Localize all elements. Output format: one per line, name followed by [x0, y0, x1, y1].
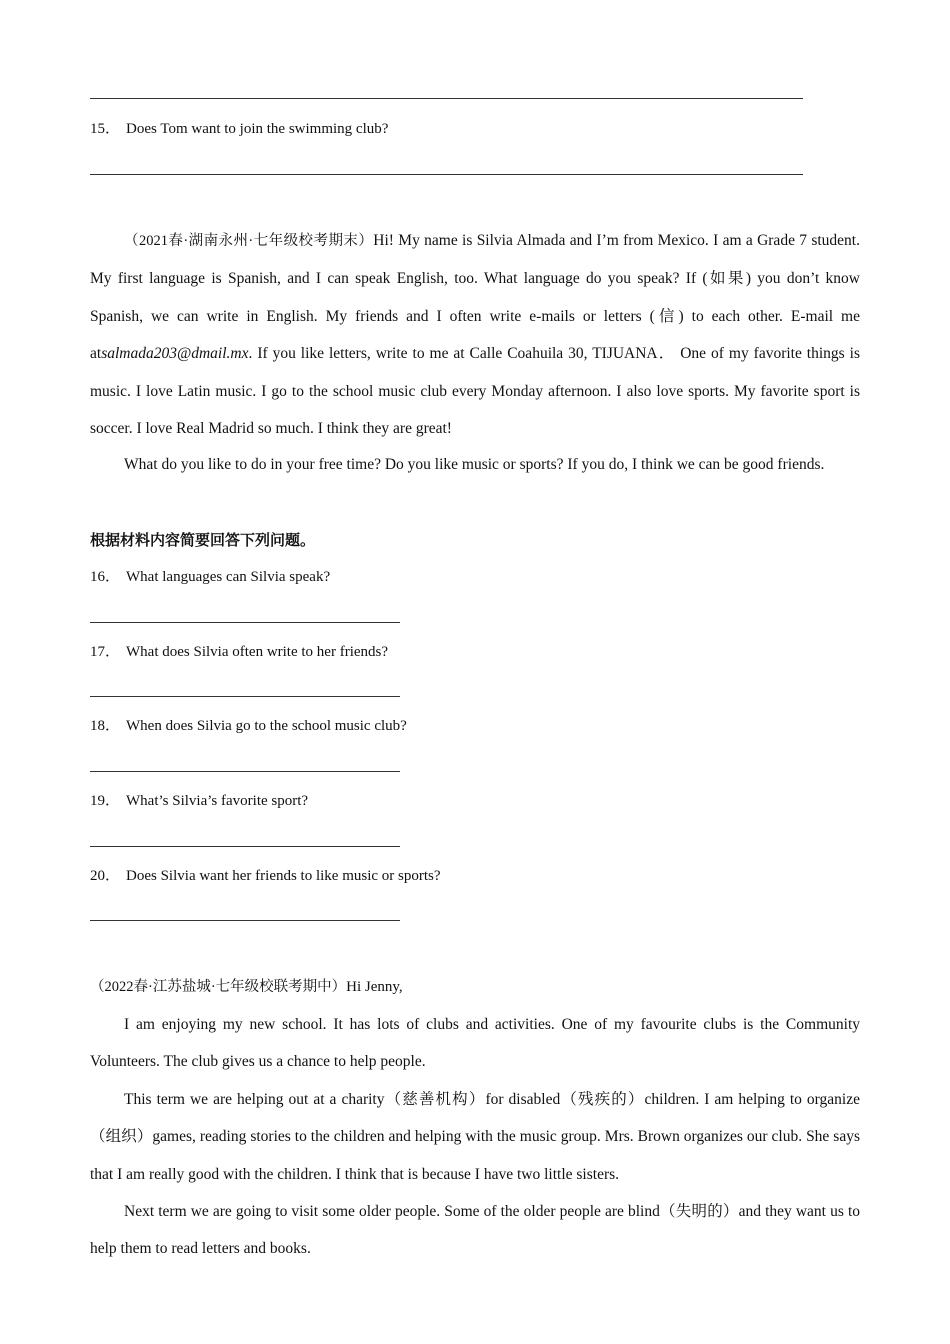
- email-address: salmada203@dmail.mx: [101, 345, 249, 363]
- question-text: Does Tom want to join the swimming club?: [126, 121, 389, 137]
- question-text: When does Silvia go to the school music club?: [126, 718, 407, 734]
- question-16: [90, 567, 330, 587]
- question-19: [90, 791, 308, 811]
- question-text: What does Silvia often write to her friends?: [126, 644, 389, 660]
- answer-line-16[interactable]: [90, 622, 400, 623]
- passage-3-paragraph-2: [90, 1081, 860, 1193]
- question-17: [90, 642, 388, 662]
- question-number: 16．: [90, 569, 121, 585]
- answer-line-17[interactable]: [90, 696, 400, 697]
- greeting: Hi Jenny,: [346, 979, 403, 995]
- question-number: 18．: [90, 718, 121, 734]
- passage-text: I am enjoying my new school. It has lots of clubs and activities. One of my favourite clubs is the Community Volunteers. The club gives us a chance to help people.: [90, 1016, 860, 1071]
- passage-text: Hi! My name is Silvia Almada and I’m from Mexico. I am a Grade 7 student. My first language is Spanish, and I can speak English, too. What language do you speak? If (如果) you don’t know Spanish, we can write in English. My friends and I often write e-mails or letters (信) to each other. E-mail me at: [90, 232, 860, 363]
- passage-3-heading: [90, 977, 403, 997]
- passage-source: （2022春·江苏盐城·七年级校联考期中）: [90, 979, 347, 995]
- passage-3-paragraph-3: [90, 1193, 860, 1268]
- answer-line-14[interactable]: [90, 98, 803, 99]
- passage-text-continued: . If you like letters, write to me at Calle Coahuila 30, TIJUANA． One of my favorite things is music. I love Latin music. I go to the school music club every Monday afternoon. I also love sports. My favorite sport is soccer. I love Real Madrid so much. I think they are great!: [90, 345, 860, 438]
- question-20: [90, 866, 441, 886]
- answer-line-18[interactable]: [90, 771, 400, 772]
- passage-source: （2021春·湖南永州·七年级校考期末）: [124, 233, 374, 249]
- passage-2-paragraph-1: [90, 222, 860, 447]
- question-15: [90, 119, 388, 139]
- instruction-heading: 根据材料内容简要回答下列问题。: [90, 531, 316, 549]
- question-18: [90, 716, 407, 736]
- answer-line-20[interactable]: [90, 920, 400, 921]
- passage-text: Next term we are going to visit some older people. Some of the older people are blind（失明的）and they want us to help them to read letters and books.: [90, 1203, 860, 1258]
- question-text: What’s Silvia’s favorite sport?: [126, 793, 309, 809]
- question-number: 17．: [90, 644, 121, 660]
- passage-3-paragraph-1: [90, 1006, 860, 1081]
- answer-line-15[interactable]: [90, 174, 803, 175]
- passage-2-paragraph-2: [90, 446, 860, 483]
- passage-text: This term we are helping out at a charity（慈善机构）for disabled（残疾的）children. I am helping to organize（组织）games, reading stories to the children and helping with the music group. Mrs. Brown organizes our club. She says that I am really good with the children. I think that is because I have two little sisters.: [90, 1091, 860, 1183]
- question-text: What languages can Silvia speak?: [126, 569, 331, 585]
- question-number: 20．: [90, 868, 121, 884]
- question-number: 19．: [90, 793, 121, 809]
- passage-text: What do you like to do in your free time? Do you like music or sports? If you do, I think we can be good friends.: [124, 456, 825, 473]
- answer-line-19[interactable]: [90, 846, 400, 847]
- question-number: 15．: [90, 121, 121, 137]
- question-text: Does Silvia want her friends to like music or sports?: [126, 868, 441, 884]
